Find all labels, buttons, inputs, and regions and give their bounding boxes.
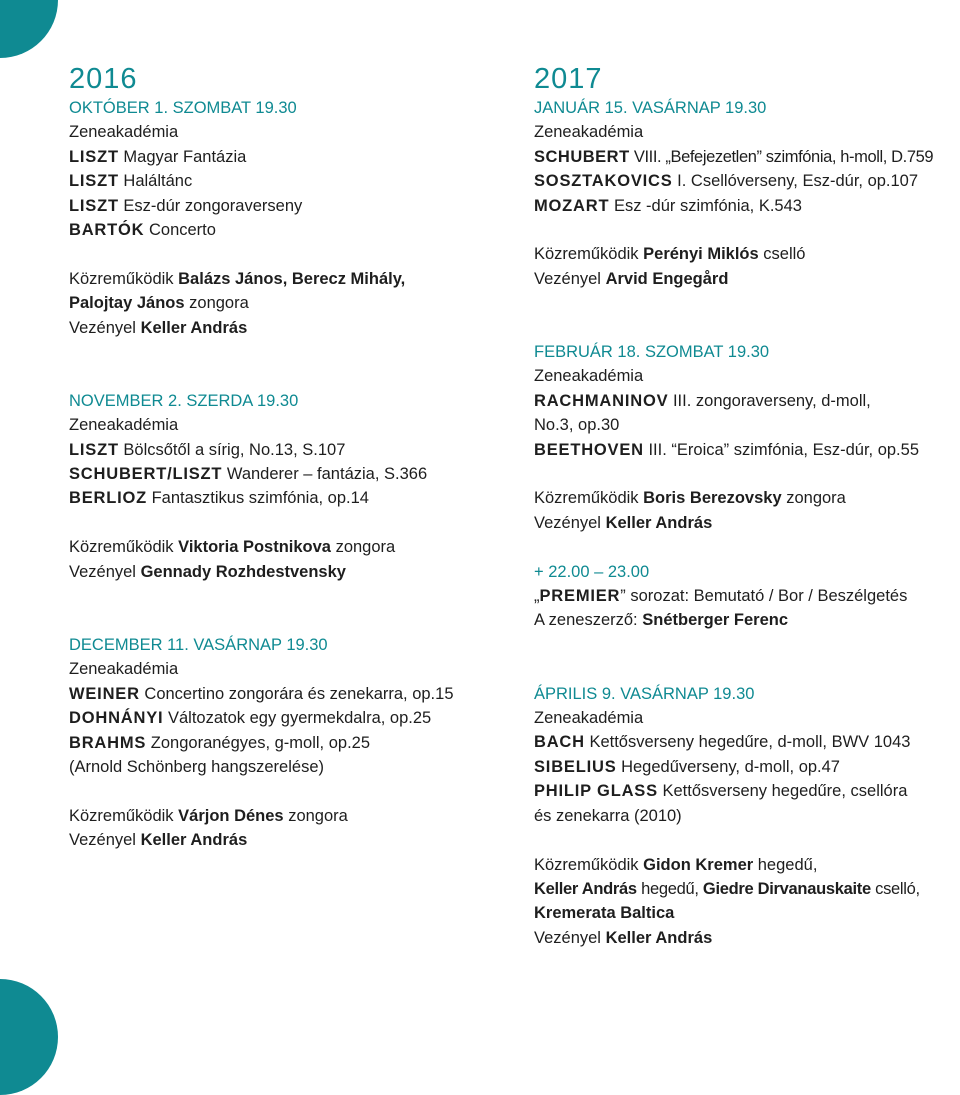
performer-instrument: zongora xyxy=(184,294,249,313)
work-title: VIII. „Befejezetlen” szimfónia, h-moll, D.759 xyxy=(629,147,934,166)
composer: MOZART xyxy=(534,196,610,215)
concert-december xyxy=(69,633,489,853)
conductor xyxy=(534,511,954,535)
performers xyxy=(69,267,489,291)
performer-instrument: zongora xyxy=(283,806,348,825)
performer-instrument: zongora xyxy=(781,489,846,508)
composer: PHILIP GLASS xyxy=(534,782,658,801)
composer: SOSZTAKOVICS xyxy=(534,172,673,191)
featured-composer xyxy=(534,608,954,632)
conductor-label: Vezényel xyxy=(534,928,606,947)
program-item xyxy=(534,755,954,779)
conductor xyxy=(69,560,489,584)
concert-date: ÁPRILIS 9. VASÁRNAP 19.30 xyxy=(534,684,755,703)
program-item xyxy=(534,730,954,754)
composer-label: A zeneszerző: xyxy=(534,611,643,630)
program-item-continued: No.3, op.30 xyxy=(534,416,620,435)
performer-name: Viktoria Postnikova xyxy=(178,538,331,557)
season-2016-column xyxy=(69,62,489,853)
performer-instrument: hegedű, xyxy=(753,855,818,874)
composer: DOHNÁNYI xyxy=(69,709,164,728)
work-title: Haláltánc xyxy=(118,172,193,191)
concert-november xyxy=(69,389,489,584)
performer-instrument: cselló, xyxy=(870,879,920,898)
performers-label: Közreműködik xyxy=(69,538,179,557)
performers xyxy=(534,486,954,510)
conductor-name: Keller András xyxy=(140,318,248,337)
concert-date: NOVEMBER 2. SZERDA 19.30 xyxy=(69,391,299,410)
performer-name: Várjon Dénes xyxy=(178,806,284,825)
conductor xyxy=(534,926,954,950)
performers xyxy=(534,853,954,877)
conductor-label: Vezényel xyxy=(69,562,141,581)
program-item xyxy=(534,169,954,193)
composer: SIBELIUS xyxy=(534,757,617,776)
work-title: Kettősverseny hegedűre, d-moll, BWV 1043 xyxy=(584,733,911,752)
program-item xyxy=(534,438,954,462)
concert-date: DECEMBER 11. VASÁRNAP 19.30 xyxy=(69,635,328,654)
composer: LISZT xyxy=(69,196,119,215)
work-title: Concertino zongorára és zenekarra, op.15 xyxy=(139,684,454,703)
conductor xyxy=(69,828,489,852)
composer: BERLIOZ xyxy=(69,489,148,508)
work-title: Változatok egy gyermekdalra, op.25 xyxy=(163,709,432,728)
work-title: Esz-dúr zongoraverseny xyxy=(118,196,303,215)
quote-close: ” xyxy=(620,587,626,606)
work-title: Concerto xyxy=(144,221,216,240)
program-item xyxy=(69,486,489,510)
program-item xyxy=(534,779,954,803)
work-title: III. zongoraverseny, d-moll, xyxy=(668,391,871,410)
quote-open: „ xyxy=(534,587,540,606)
program-item xyxy=(534,145,954,169)
concert-venue: Zeneakadémia xyxy=(534,367,644,386)
composer: RACHMANINOV xyxy=(534,391,669,410)
work-title: I. Csellóverseny, Esz-dúr, op.107 xyxy=(672,172,919,191)
performer-name: Keller András xyxy=(534,879,637,898)
performers-label: Közreműködik xyxy=(534,489,644,508)
composer: LISZT xyxy=(69,440,119,459)
composer: LISZT xyxy=(69,172,119,191)
concert-april xyxy=(534,682,954,950)
conductor xyxy=(534,267,954,291)
conductor-label: Vezényel xyxy=(69,318,141,337)
work-title: Magyar Fantázia xyxy=(118,147,247,166)
concert-october xyxy=(69,96,489,340)
conductor xyxy=(69,316,489,340)
composer: SCHUBERT xyxy=(534,147,630,166)
composer: LISZT xyxy=(69,147,119,166)
performer-instrument: hegedű, xyxy=(636,879,703,898)
performers-label: Közreműködik xyxy=(69,269,179,288)
work-title: Hegedűverseny, d-moll, op.47 xyxy=(616,757,840,776)
program-item xyxy=(69,194,489,218)
concert-venue: Zeneakadémia xyxy=(534,709,644,728)
composer: SCHUBERT/LISZT xyxy=(69,465,223,484)
conductor-label: Vezényel xyxy=(534,513,606,532)
performers-continued xyxy=(534,877,954,901)
program-item xyxy=(69,682,489,706)
performer-instrument: cselló xyxy=(758,245,806,264)
composer: BEETHOVEN xyxy=(534,440,644,459)
program-item xyxy=(69,438,489,462)
concert-february xyxy=(534,340,954,633)
performers xyxy=(69,804,489,828)
conductor-name: Arvid Engegård xyxy=(605,269,729,288)
conductor-name: Keller András xyxy=(605,513,713,532)
conductor-name: Keller András xyxy=(605,928,713,947)
corner-decoration-top xyxy=(0,0,58,58)
extra-event-time: + 22.00 – 23.00 xyxy=(534,562,650,581)
concert-venue: Zeneakadémia xyxy=(69,123,179,142)
program-item xyxy=(69,169,489,193)
composer: BRAHMS xyxy=(69,733,147,752)
work-title: Zongoranégyes, g-moll, op.25 xyxy=(146,733,371,752)
performers-label: Közreműködik xyxy=(534,855,644,874)
performers-continued xyxy=(534,901,954,925)
concert-venue: Zeneakadémia xyxy=(69,416,179,435)
concert-january xyxy=(534,96,954,291)
conductor-label: Vezényel xyxy=(534,269,606,288)
conductor-name: Gennady Rozhdestvensky xyxy=(140,562,346,581)
program-item-continued: és zenekarra (2010) xyxy=(534,806,682,825)
program-item xyxy=(69,706,489,730)
composer: WEINER xyxy=(69,684,140,703)
performer-names: Balázs János, Berecz Mihály, xyxy=(178,269,406,288)
year-heading: 2017 xyxy=(534,63,603,95)
conductor-label: Vezényel xyxy=(69,831,141,850)
premier-name: PREMIER xyxy=(539,587,621,606)
performers-label: Közreműködik xyxy=(69,806,179,825)
work-title: Wanderer – fantázia, S.366 xyxy=(222,465,428,484)
program-item xyxy=(69,145,489,169)
program-item xyxy=(69,731,489,755)
performers-label: Közreműködik xyxy=(534,245,644,264)
composer: BARTÓK xyxy=(69,221,145,240)
performers xyxy=(534,242,954,266)
program-note: (Arnold Schönberg hangszerelése) xyxy=(69,757,324,776)
year-heading: 2016 xyxy=(69,63,138,95)
corner-decoration-bottom xyxy=(0,979,58,1095)
performers-continued xyxy=(69,291,489,315)
performers xyxy=(69,535,489,559)
conductor-name: Keller András xyxy=(140,831,248,850)
program-item xyxy=(534,389,954,413)
performer-name: Perényi Miklós xyxy=(643,245,759,264)
work-title: III. “Eroica” szimfónia, Esz-dúr, op.55 xyxy=(643,440,919,459)
performer-instrument: zongora xyxy=(330,538,396,557)
performer-name: Boris Berezovsky xyxy=(643,489,782,508)
premier-series xyxy=(534,584,954,608)
program-item xyxy=(69,218,489,242)
concert-date: FEBRUÁR 18. SZOMBAT 19.30 xyxy=(534,343,770,362)
work-title: Kettősverseny hegedűre, csellóra xyxy=(657,782,908,801)
composer-name: Snétberger Ferenc xyxy=(642,611,789,630)
concert-venue: Zeneakadémia xyxy=(69,660,179,679)
concert-venue: Zeneakadémia xyxy=(534,123,644,142)
premier-description: sorozat: Bemutató / Bor / Beszélgetés xyxy=(625,587,908,606)
performer-name: Giedre Dirvanauskaite xyxy=(702,879,871,898)
performer-name: Gidon Kremer xyxy=(643,855,754,874)
concert-date: JANUÁR 15. VASÁRNAP 19.30 xyxy=(534,99,767,117)
performer-names: Palojtay János xyxy=(69,294,185,313)
program-item xyxy=(69,462,489,486)
concert-date: OKTÓBER 1. SZOMBAT 19.30 xyxy=(69,99,297,117)
work-title: Esz -dúr szimfónia, K.543 xyxy=(609,196,802,215)
program-item xyxy=(534,194,954,218)
ensemble-name: Kremerata Baltica xyxy=(534,904,675,923)
work-title: Fantasztikus szimfónia, op.14 xyxy=(147,489,369,508)
work-title: Bölcsőtől a sírig, No.13, S.107 xyxy=(118,440,346,459)
season-2017-column xyxy=(534,62,954,950)
composer: BACH xyxy=(534,733,585,752)
